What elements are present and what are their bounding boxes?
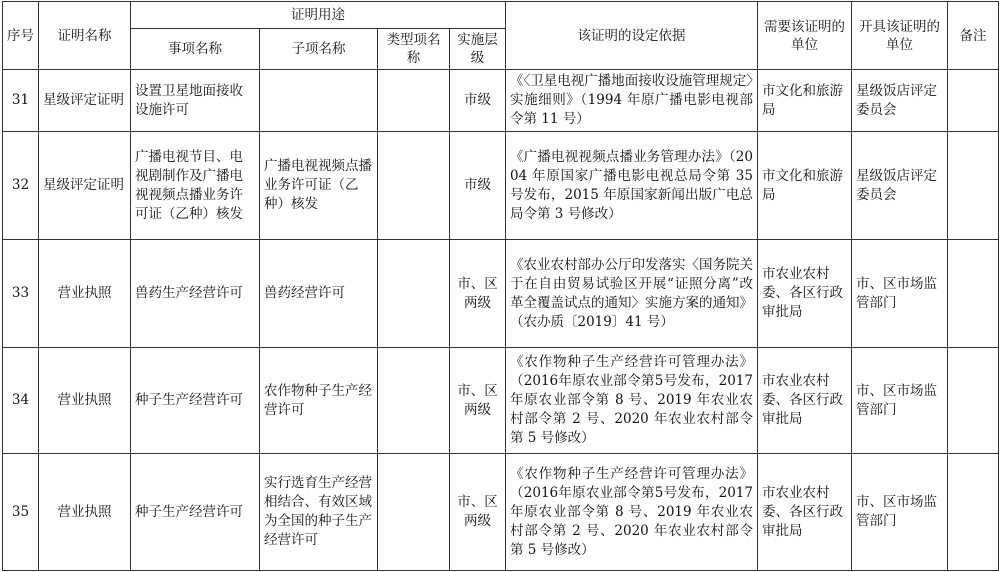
cell-sub-item-name [260,70,378,132]
cell-issuing-unit: 市、区市场监管部门 [852,454,948,571]
cell-sub-item-name: 兽药经营许可 [260,240,378,348]
header-item-name: 事项名称 [131,29,260,70]
cell-cert-name: 营业执照 [39,454,131,571]
cell-requiring-unit: 市文化和旅游局 [758,132,852,240]
cell-requiring-unit: 市文化和旅游局 [758,70,852,132]
cell-requiring-unit: 市农业农村委、各区行政审批局 [758,240,852,348]
cell-type-item-name [378,348,450,454]
cell-basis: 《广播电视视频点播业务管理办法》（2004 年原国家广播电影电视总局令第 35 号发布，2015 年原国家新闻出版广电总局令第 3 号修改） [506,132,758,240]
header-requiring-unit: 需要该证明的单位 [758,2,852,70]
cell-basis: 《〈卫星电视广播地面接收设施管理规定〉实施细则》（1994 年原广播电影电视部令第 11 号） [506,70,758,132]
cell-level: 市级 [450,132,506,240]
cell-cert-name: 营业执照 [39,240,131,348]
table-row [3,132,999,240]
cell-item-name: 种子生产经营许可 [131,348,260,454]
header-row-top [3,2,999,29]
header-seq: 序号 [3,2,39,70]
certificate-table [2,1,999,571]
cell-cert-name: 营业执照 [39,348,131,454]
cell-issuing-unit: 星级饭店评定委员会 [852,70,948,132]
cell-type-item-name [378,240,450,348]
header-issuing-unit: 开具该证明的单位 [852,2,948,70]
cell-issuing-unit: 星级饭店评定委员会 [852,132,948,240]
cell-type-item-name [378,454,450,571]
cell-basis: 《农作物种子生产经营许可管理办法》（2016年原农业部令第5号发布，2017 年原农业部令第 8 号、2019 年农业农村部令第 2 号、2020 年农业农村部令第 5 号修改） [506,348,758,454]
cell-sub-item-name: 农作物种子生产经营许可 [260,348,378,454]
cell-remark [948,132,999,240]
cell-cert-name: 星级评定证明 [39,132,131,240]
table-row [3,348,999,454]
cell-issuing-unit: 市、区市场监管部门 [852,240,948,348]
cell-remark [948,70,999,132]
header-type-item-name: 类型项名称 [378,29,450,70]
table-row [3,70,999,132]
cell-level: 市、区两级 [450,348,506,454]
cell-seq: 31 [3,70,39,132]
cell-basis: 《农作物种子生产经营许可管理办法》（2016年原农业部令第5号发布，2017 年原农业部令第 8 号、2019 年农业农村部令第 2 号、2020 年农业农村部令第 5 号修改） [506,454,758,571]
cell-sub-item-name: 广播电视视频点播业务许可证（乙种）核发 [260,132,378,240]
cell-item-name: 兽药生产经营许可 [131,240,260,348]
cell-issuing-unit: 市、区市场监管部门 [852,348,948,454]
header-purpose: 证明用途 [131,2,506,29]
cell-item-name: 设置卫星地面接收设施许可 [131,70,260,132]
cell-item-name: 广播电视节目、电视剧制作及广播电视视频点播业务许可证（乙种）核发 [131,132,260,240]
cell-type-item-name [378,132,450,240]
cell-remark [948,240,999,348]
cell-level: 市、区两级 [450,454,506,571]
cell-remark [948,348,999,454]
header-cert-name: 证明名称 [39,2,131,70]
cell-level: 市、区两级 [450,240,506,348]
cell-requiring-unit: 市农业农村委、各区行政审批局 [758,454,852,571]
cell-type-item-name [378,70,450,132]
cell-seq: 34 [3,348,39,454]
cell-seq: 32 [3,132,39,240]
cell-basis: 《农业农村部办公厅印发落实〈国务院关于在自由贸易试验区开展“证照分离”改革全覆盖试点的通知〉实施方案的通知》（农办质〔2019〕41 号） [506,240,758,348]
header-sub-item-name: 子项名称 [260,29,378,70]
cell-sub-item-name: 实行选育生产经营相结合、有效区域为全国的种子生产经营许可 [260,454,378,571]
cell-requiring-unit: 市农业农村委、各区行政审批局 [758,348,852,454]
cell-item-name: 种子生产经营许可 [131,454,260,571]
cell-seq: 33 [3,240,39,348]
table-row [3,240,999,348]
cell-cert-name: 星级评定证明 [39,70,131,132]
cell-seq: 35 [3,454,39,571]
table-row [3,454,999,571]
cell-level: 市级 [450,70,506,132]
cell-remark [948,454,999,571]
header-level: 实施层级 [450,29,506,70]
header-basis: 该证明的设定依据 [506,2,758,70]
header-remark: 备注 [948,2,999,70]
